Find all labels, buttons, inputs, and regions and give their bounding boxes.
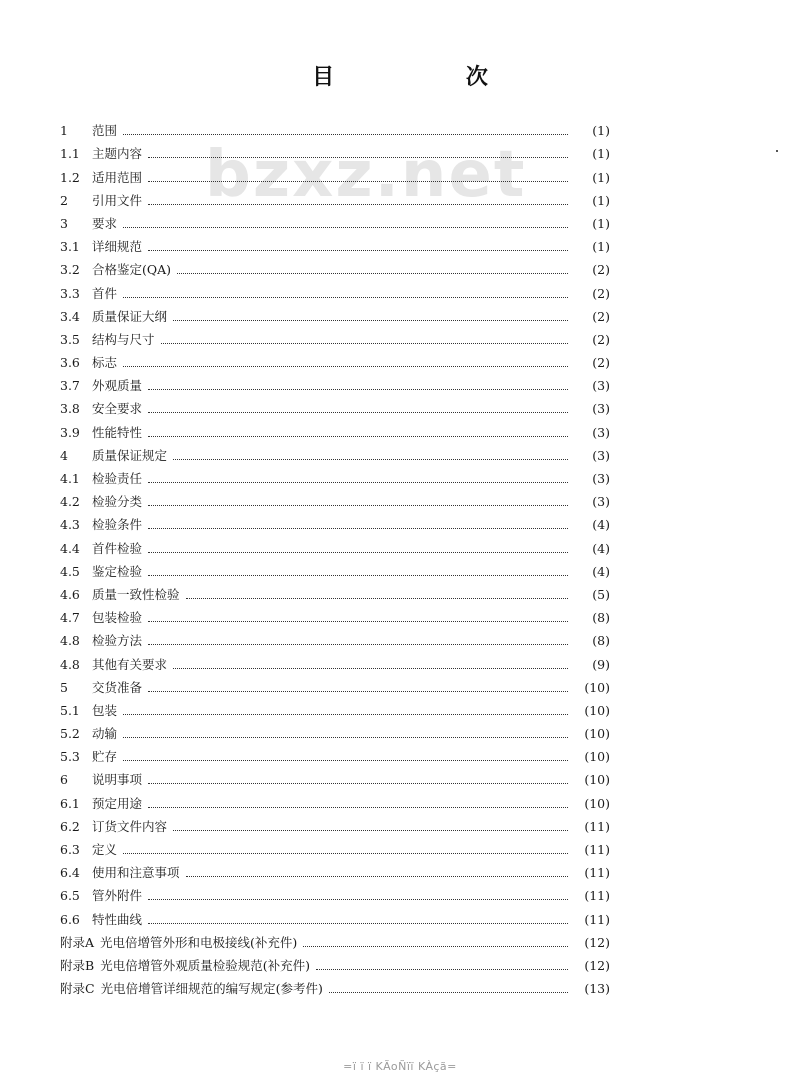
toc-entry-page: (2) bbox=[592, 262, 610, 278]
toc-entry-number: 附录B bbox=[60, 957, 95, 973]
toc-entry-page: (10) bbox=[584, 749, 610, 765]
toc-entry bbox=[60, 835, 610, 858]
toc-entry-page: (1) bbox=[592, 169, 610, 185]
toc-entry-number: 4.8 bbox=[60, 633, 80, 649]
toc-entry bbox=[60, 742, 610, 765]
toc-entry-page: (3) bbox=[592, 494, 610, 510]
toc-entry bbox=[60, 557, 610, 580]
toc-entry-number: 5.3 bbox=[60, 749, 80, 765]
toc-entry-label: 管外附件 bbox=[92, 888, 143, 904]
toc-entry-label: 安全要求 bbox=[92, 401, 143, 417]
toc-entry bbox=[60, 626, 610, 649]
toc-entry-label: 质量保证大纲 bbox=[92, 308, 168, 324]
toc-entry-page: (10) bbox=[584, 772, 610, 788]
toc-entry-label: 光电倍增管外观质量检验规范(补充件) bbox=[100, 957, 310, 973]
toc-entry-number: 6.4 bbox=[60, 865, 80, 881]
toc-entry-number: 4.1 bbox=[60, 471, 80, 486]
toc-entry bbox=[60, 302, 610, 325]
table-of-contents bbox=[60, 116, 610, 997]
toc-entry bbox=[60, 348, 610, 371]
toc-entry-page: (12) bbox=[584, 957, 610, 973]
toc-dot-leader bbox=[148, 807, 568, 808]
toc-entry bbox=[60, 533, 610, 556]
toc-dot-leader bbox=[177, 273, 568, 274]
toc-dot-leader bbox=[148, 157, 568, 158]
toc-entry-page: (10) bbox=[584, 726, 610, 742]
toc-dot-leader bbox=[303, 946, 568, 947]
toc-entry-number: 3.3 bbox=[60, 285, 80, 301]
toc-dot-leader bbox=[148, 552, 568, 553]
toc-entry-page: (3) bbox=[592, 424, 610, 440]
toc-entry bbox=[60, 371, 610, 394]
toc-entry-number: 4.2 bbox=[60, 494, 80, 510]
toc-entry-label: 光电倍增管外形和电极接线(补充件) bbox=[100, 934, 298, 950]
toc-entry-page: (3) bbox=[592, 401, 610, 417]
toc-entry-number: 6.1 bbox=[60, 795, 80, 811]
toc-entry-label: 结构与尺寸 bbox=[92, 331, 155, 347]
toc-entry-label: 包装 bbox=[92, 702, 118, 718]
toc-entry-label: 外观质量 bbox=[92, 378, 143, 394]
toc-entry-number: 6 bbox=[60, 772, 68, 788]
toc-entry bbox=[60, 788, 610, 811]
toc-entry-number: 6.3 bbox=[60, 842, 80, 857]
page-title: 目 次 bbox=[312, 64, 550, 90]
toc-entry bbox=[60, 974, 610, 997]
toc-entry-number: 附录A bbox=[60, 934, 95, 950]
toc-entry-label: 检验方法 bbox=[92, 633, 143, 649]
toc-entry bbox=[60, 116, 610, 139]
toc-entry-page: (1) bbox=[592, 239, 610, 255]
toc-entry-label: 订货文件内容 bbox=[92, 818, 168, 834]
toc-entry-number: 6.2 bbox=[60, 818, 80, 834]
toc-entry-page: (4) bbox=[592, 517, 610, 533]
toc-entry-page: (11) bbox=[584, 842, 610, 857]
toc-entry-page: (10) bbox=[584, 795, 610, 811]
toc-entry-label: 鉴定检验 bbox=[92, 563, 143, 579]
watermark-text: bzxz.net bbox=[205, 138, 527, 212]
toc-entry-label: 包装检验 bbox=[92, 610, 143, 626]
toc-entry-page: (3) bbox=[592, 378, 610, 394]
toc-entry-page: (2) bbox=[592, 331, 610, 347]
toc-entry-page: (3) bbox=[592, 447, 610, 463]
toc-entry-page: (5) bbox=[592, 586, 610, 602]
toc-entry bbox=[60, 510, 610, 533]
toc-dot-leader bbox=[123, 297, 568, 298]
toc-dot-leader bbox=[148, 181, 568, 182]
toc-entry-label: 首件检验 bbox=[92, 540, 143, 556]
toc-entry bbox=[60, 464, 610, 487]
toc-entry-number: 3.7 bbox=[60, 378, 80, 394]
toc-entry bbox=[60, 719, 610, 742]
toc-entry-number: 4.8 bbox=[60, 656, 80, 672]
toc-entry-page: (2) bbox=[592, 285, 610, 301]
toc-entry-page: (9) bbox=[592, 656, 610, 672]
toc-dot-leader bbox=[123, 134, 568, 135]
toc-entry bbox=[60, 441, 610, 464]
toc-entry-page: (11) bbox=[584, 818, 610, 834]
toc-dot-leader bbox=[173, 830, 568, 831]
toc-entry-page: (13) bbox=[584, 981, 610, 997]
toc-entry bbox=[60, 696, 610, 719]
toc-entry bbox=[60, 928, 610, 951]
toc-entry bbox=[60, 278, 610, 301]
toc-entry bbox=[60, 951, 610, 974]
toc-entry-page: (4) bbox=[592, 563, 610, 579]
toc-dot-leader bbox=[186, 876, 568, 877]
toc-dot-leader bbox=[186, 598, 568, 599]
toc-entry-number: 5 bbox=[60, 679, 68, 695]
toc-dot-leader bbox=[148, 412, 568, 413]
toc-entry-page: (1) bbox=[592, 123, 610, 139]
toc-entry bbox=[60, 649, 610, 672]
toc-entry-label: 标志 bbox=[92, 355, 118, 371]
toc-dot-leader bbox=[148, 783, 568, 784]
toc-dot-leader bbox=[148, 899, 568, 900]
toc-dot-leader bbox=[148, 250, 568, 251]
toc-entry-number: 3.4 bbox=[60, 308, 80, 324]
toc-entry-number: 6.5 bbox=[60, 888, 80, 904]
toc-entry-page: (4) bbox=[592, 540, 610, 556]
toc-entry-label: 特性曲线 bbox=[92, 911, 143, 927]
toc-entry-label: 检验分类 bbox=[92, 494, 143, 510]
toc-entry-page: (11) bbox=[584, 888, 610, 904]
toc-entry bbox=[60, 765, 610, 788]
toc-entry-number: 3.9 bbox=[60, 424, 80, 440]
toc-entry-page: (2) bbox=[592, 355, 610, 371]
toc-dot-leader bbox=[173, 320, 568, 321]
toc-entry-number: 4.6 bbox=[60, 586, 80, 602]
toc-entry-number: 4.4 bbox=[60, 540, 80, 556]
toc-entry-number: 4 bbox=[60, 447, 68, 463]
toc-entry bbox=[60, 417, 610, 440]
toc-entry bbox=[60, 881, 610, 904]
toc-dot-leader bbox=[148, 505, 568, 506]
toc-entry-number: 附录C bbox=[60, 981, 95, 997]
toc-entry-label: 要求 bbox=[92, 215, 118, 231]
toc-entry-label: 范围 bbox=[92, 123, 118, 139]
toc-entry-number: 6.6 bbox=[60, 911, 80, 927]
toc-entry-page: (8) bbox=[592, 633, 610, 649]
toc-entry-label: 贮存 bbox=[92, 749, 118, 765]
toc-entry-label: 质量保证规定 bbox=[92, 447, 168, 463]
toc-entry bbox=[60, 139, 610, 162]
toc-entry-label: 使用和注意事项 bbox=[92, 865, 180, 881]
toc-entry-page: (3) bbox=[592, 471, 610, 486]
toc-entry-number: 4.3 bbox=[60, 517, 80, 533]
toc-entry-label: 检验条件 bbox=[92, 517, 143, 533]
toc-dot-leader bbox=[148, 691, 568, 692]
toc-entry-number: 1.2 bbox=[60, 169, 80, 185]
toc-dot-leader bbox=[123, 760, 568, 761]
toc-entry-number: 1.1 bbox=[60, 146, 80, 162]
toc-entry-label: 光电倍增管详细规范的编写规定(参考件) bbox=[100, 981, 323, 997]
toc-entry-label: 适用范围 bbox=[92, 169, 143, 185]
toc-entry-label: 合格鉴定(QA) bbox=[92, 262, 172, 278]
toc-entry-number: 3.2 bbox=[60, 262, 80, 278]
toc-entry-number: 3.1 bbox=[60, 239, 80, 255]
toc-dot-leader bbox=[148, 204, 568, 205]
toc-entry-label: 首件 bbox=[92, 285, 118, 301]
toc-entry bbox=[60, 487, 610, 510]
toc-entry-label: 说明事项 bbox=[92, 772, 143, 788]
toc-entry-page: (10) bbox=[584, 702, 610, 718]
toc-entry-label: 其他有关要求 bbox=[92, 656, 168, 672]
toc-entry bbox=[60, 580, 610, 603]
toc-dot-leader bbox=[173, 459, 568, 460]
toc-entry-label: 定义 bbox=[92, 842, 118, 857]
toc-dot-leader bbox=[148, 482, 568, 483]
toc-dot-leader bbox=[148, 644, 568, 645]
toc-entry bbox=[60, 255, 610, 278]
toc-entry-page: (8) bbox=[592, 610, 610, 626]
toc-entry-page: (1) bbox=[592, 192, 610, 208]
toc-entry-label: 引用文件 bbox=[92, 192, 143, 208]
toc-entry-label: 主题内容 bbox=[92, 146, 143, 162]
toc-dot-leader bbox=[148, 528, 568, 529]
toc-entry bbox=[60, 162, 610, 185]
toc-dot-leader bbox=[148, 389, 568, 390]
toc-entry-label: 详细规范 bbox=[92, 239, 143, 255]
toc-entry-page: (11) bbox=[584, 911, 610, 927]
toc-dot-leader bbox=[148, 621, 568, 622]
toc-entry-label: 预定用途 bbox=[92, 795, 143, 811]
toc-dot-leader bbox=[161, 343, 568, 344]
toc-dot-leader bbox=[329, 992, 568, 993]
toc-dot-leader bbox=[123, 366, 568, 367]
toc-entry-page: (10) bbox=[584, 679, 610, 695]
toc-entry-label: 检验责任 bbox=[92, 471, 143, 486]
toc-entry-number: 4.7 bbox=[60, 610, 80, 626]
toc-entry bbox=[60, 209, 610, 232]
toc-entry bbox=[60, 858, 610, 881]
toc-entry bbox=[60, 186, 610, 209]
toc-entry-label: 质量一致性检验 bbox=[92, 586, 180, 602]
toc-entry-number: 5.2 bbox=[60, 726, 80, 742]
toc-dot-leader bbox=[316, 969, 568, 970]
toc-entry bbox=[60, 232, 610, 255]
toc-dot-leader bbox=[148, 436, 568, 437]
toc-dot-leader bbox=[123, 714, 568, 715]
toc-entry-page: (1) bbox=[592, 146, 610, 162]
toc-entry-number: 3 bbox=[60, 215, 68, 231]
toc-entry-number: 1 bbox=[60, 123, 68, 139]
toc-dot-leader bbox=[123, 227, 568, 228]
toc-entry-label: 交货准备 bbox=[92, 679, 143, 695]
toc-entry-number: 3.5 bbox=[60, 331, 80, 347]
page-footer: =ï ï ï KÃoÑïï KÀçã= bbox=[343, 1060, 457, 1073]
toc-dot-leader bbox=[148, 575, 568, 576]
toc-entry-page: (1) bbox=[592, 215, 610, 231]
toc-entry-page: (12) bbox=[584, 934, 610, 950]
toc-entry-number: 2 bbox=[60, 192, 68, 208]
toc-dot-leader bbox=[123, 853, 568, 854]
toc-entry bbox=[60, 603, 610, 626]
toc-entry bbox=[60, 394, 610, 417]
toc-entry bbox=[60, 904, 610, 927]
toc-entry bbox=[60, 812, 610, 835]
toc-entry-label: 动输 bbox=[92, 726, 118, 742]
toc-entry-page: (11) bbox=[584, 865, 610, 881]
margin-mark bbox=[776, 150, 778, 152]
toc-entry-number: 4.5 bbox=[60, 563, 80, 579]
toc-entry-number: 3.8 bbox=[60, 401, 80, 417]
toc-entry-number: 5.1 bbox=[60, 702, 80, 718]
toc-entry bbox=[60, 673, 610, 696]
toc-dot-leader bbox=[173, 668, 568, 669]
toc-entry bbox=[60, 325, 610, 348]
toc-entry-label: 性能特性 bbox=[92, 424, 143, 440]
toc-dot-leader bbox=[148, 923, 568, 924]
toc-dot-leader bbox=[123, 737, 568, 738]
toc-entry-number: 3.6 bbox=[60, 355, 80, 371]
toc-entry-page: (2) bbox=[592, 308, 610, 324]
